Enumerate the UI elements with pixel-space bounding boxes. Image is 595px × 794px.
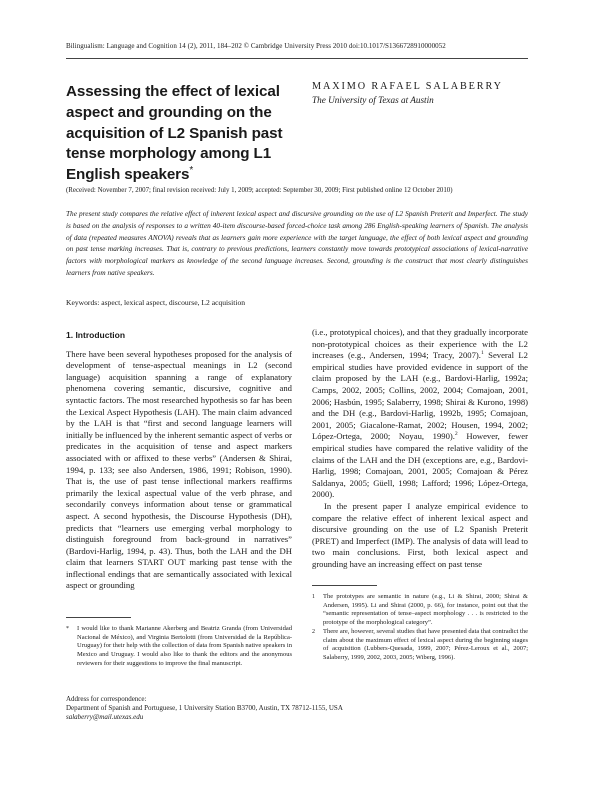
received-dates: (Received: November 7, 2007; final revision received: July 1, 2009; accepted: September 30, 2009; First published online 12 October 2010) (66, 187, 453, 194)
footnote-star-mark: * (66, 626, 69, 632)
right-paragraph-1 (312, 327, 528, 501)
footnote-2 (312, 628, 528, 663)
email-link[interactable]: salaberry@mail.utexas.edu (66, 713, 144, 722)
footnote-1 (312, 593, 528, 628)
left-paragraph: There have been several hypotheses proposed for the analysis of development of tense-aspectual meanings in L2 (second language) acquisition spanning a range of explanatory phenomena covering semantic, discursive, cognitive and syntactic factors. The most researched hypothesis so far has been the Lexical Aspect Hypothesis (LAH). The main claim advanced by the LAH is that “first and second language learners will initially be influenced by the inherent semantic aspect of verbs or predicates in the acquisition of tense and aspect markers associated with or affixed to these verbs” (Andersen & Shirai, 1994, p. 133; see also Andersen, 1986, 1991; Robison, 1990). That is, the use of past tense inflectional markers reaffirms primarily the lexical aspectual value of the verb phrase, and secondarily conveys information about tense or grammatical aspect. A second hypothesis, the Discourse Hypothesis (DH), predicts that “learners use emerging verbal morphology to distinguish foreground from back-ground in narratives” (Bardovi-Harlig, 1994, p. 43). Thus, both the LAH and the DH claim that learners START OUT marking past tense with the inflectional endings that are semantically associated with lexical aspect or grounding (66, 348, 292, 591)
footnote-star (66, 625, 292, 669)
footnote-2-text: There are, however, several studies that have presented data that contradict the claim about the maximum effect of lexical aspect during the beginning stages of acquisition (Lubbers-Quesada, 1999, 2007; Pérez-Leroux et al., 2007; Salaberry, 1999, 2002, 2003, 2005; Wiberg, 1996). (323, 627, 528, 661)
right-paragraph-1-cont: Several L2 empirical studies have provided evidence in support of the claim proposed by the LAH (e.g., Bardovi-Harlig, 1992a; Camps, 2002, 2005; Collins, 2002, 2004; Comajoan, 2001, 2006; Hasbún, 1995; Salaberry, 1998; Shirai & Kurono, 1998) and the DH (e.g., Bardovi-Harlig, 1992b, 1995; Comajoan, 2001, 2005; Giacalone-Ramat, 2002; Housen, 1994, 2002; López-Ortega, 2000; Noyau, 1990). (312, 350, 528, 442)
header-rule (66, 58, 528, 59)
right-paragraph-1-text: (i.e., prototypical choices), and that they gradually incorporate non-prototypical choices as their experience with the L2 increases (e.g., Andersen, 1994; Tracy, 2007). (312, 327, 528, 361)
title-footnote-mark: * (189, 165, 194, 177)
author-affiliation: The University of Texas at Austin (312, 95, 434, 105)
acknowledgement-footnote (66, 625, 292, 669)
footnote-ref-1: 1 (480, 350, 484, 357)
running-header: Bilingualism: Language and Cognition 14 (2), 2011, 184–202 © Cambridge University Press 2010 doi:10.1017/S1366728910000052 (66, 42, 446, 50)
address-text: Department of Spanish and Portuguese, 1 University Station B3700, Austin, TX 78712-1155, USA (66, 704, 343, 713)
right-footnotes (312, 593, 528, 663)
abstract: The present study compares the relative effect of inherent lexical aspect and discursive grounding on the use of L2 Spanish Preterit and Imperfect. The study is based on the analysis of responses to a written 40-item discourse-based forced-choice task among 286 English-speaking learners of Spanish. The analysis of data (repeated measures ANOVA) reveals that as learners gain more experience with the target language, the effect of both lexical aspect and grounding on past tense marking increases. That is, contrary to previous predictions, learners constantly move towards prototypical associations of lexical-narrative factors with morphological markers as knowledge of the second language increases. Second, grounding is the construct that most clearly distinguishes learners from native speakers. (66, 209, 528, 277)
section-heading: 1. Introduction (66, 330, 126, 340)
author-name: MAXIMO RAFAEL SALABERRY (312, 81, 503, 92)
right-paragraph-2: In the present paper I analyze empirical evidence to compare the relative effect of inherent lexical aspect and discursive grounding on the use of L2 Spanish Preterit (PRET) and Imperfect (IMP). The analysis of data will lead to two main conclusions. First, both lexical aspect and grounding have an increasing effect on past tense (312, 500, 528, 569)
footnote-1-text: The prototypes are semantic in nature (e.g., Li & Shirai, 2000; Shirai & Andersen, 1995). Li and Shirai (2000, p. 66), for instance, point out that the “semantic representation of tense–aspect morphology . . . is restricted to the prototype of the morphological category”. (323, 593, 528, 627)
footnote-2-mark: 2 (312, 628, 315, 635)
footnote-rule-right (312, 585, 377, 586)
keywords: Keywords: aspect, lexical aspect, discourse, L2 acquisition (66, 298, 246, 307)
footnote-1-mark: 1 (312, 594, 315, 600)
right-paragraph-1-end: However, fewer empirical studies have compared the relative validity of the claims of the LAH and the DH (exceptions are, e.g., Bardovi-Harlig, 1998; Comajoan, 2001, 2005; Comajoan & Pérez Saldanya, 2005; Güell, 1998; Lafford; 1996; López-Ortega, 2000). (312, 431, 528, 500)
footnote-star-text: I would like to thank Marianne Akerberg and Beatriz Granda (from Universidad Nacional de México), and Virginia Bertolotti (from Universidad de la República-Uruguay) for their help with the collection of data from Spanish native speakers in Mexico and Uruguay. I would also like to thank the editors and the anonymous reviewers for their suggestions to improve the final manuscript. (77, 625, 292, 667)
right-column (312, 327, 528, 570)
left-column (66, 330, 292, 592)
footnote-ref-2: 2 (454, 431, 458, 438)
correspondence-address (66, 695, 528, 723)
address-label: Address for correspondence: (66, 695, 147, 703)
title-text: Assessing the effect of lexical aspect and grounding on the acquisition of L2 Spanish past tense morphology among L1 English speakers (66, 83, 283, 184)
article-title (66, 82, 298, 186)
footnote-rule-left (66, 617, 131, 618)
